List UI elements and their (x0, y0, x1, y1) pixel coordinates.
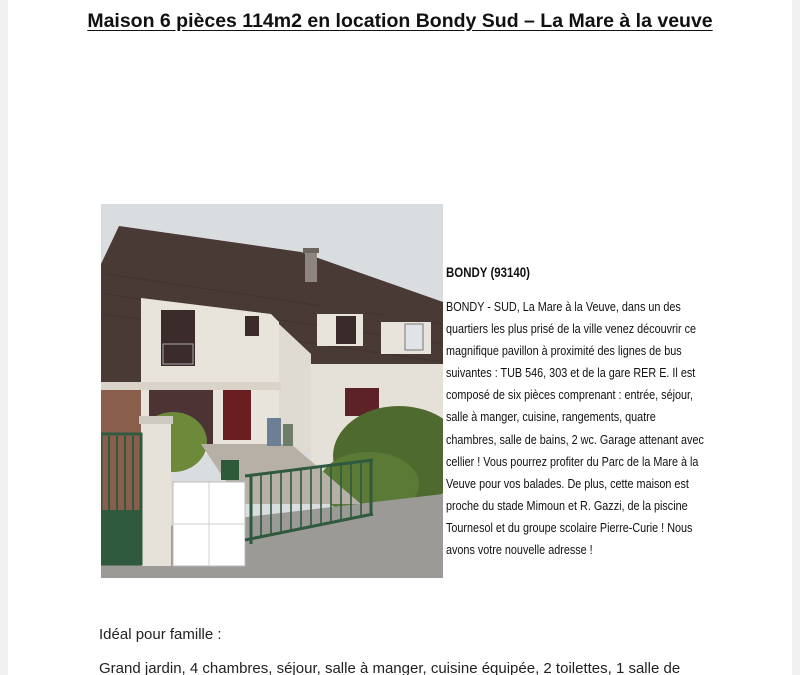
listing-description: BONDY - SUD, La Mare à la Veuve, dans un des quartiers les plus prisé de la ville venez découvrir ce magnifique pavillon à proximité des lignes de bus suivantes : TUB 546, 303 et de la gare RER E. Il est composé de six pièces comprenant : entrée, séjour, salle à manger, cuisine, rangements, quatre chambres, salle de bains, 2 wc. Garage attenant avec cellier ! Vous pourrez profiter du Parc de la Mare à la Veuve pour vos balades. De plus, cette maison est proche du stade Mimoun et R. Gazzi, de la piscine Tournesol et du groupe scolaire Pierre-Curie ! Nous avons votre nouvelle adresse ! (446, 299, 704, 558)
document-title: Maison 6 pièces 114m2 en location Bondy Sud – La Mare à la veuve (87, 10, 713, 32)
house-photo (101, 204, 443, 578)
features-line: Grand jardin, 4 chambres, séjour, salle à manger, cuisine équipée, 2 toilettes, 1 salle de (99, 660, 681, 675)
ideal-for-label: Idéal pour famille : (99, 626, 222, 643)
listing-heading: BONDY (93140) (446, 264, 531, 280)
document-page (8, 0, 792, 675)
